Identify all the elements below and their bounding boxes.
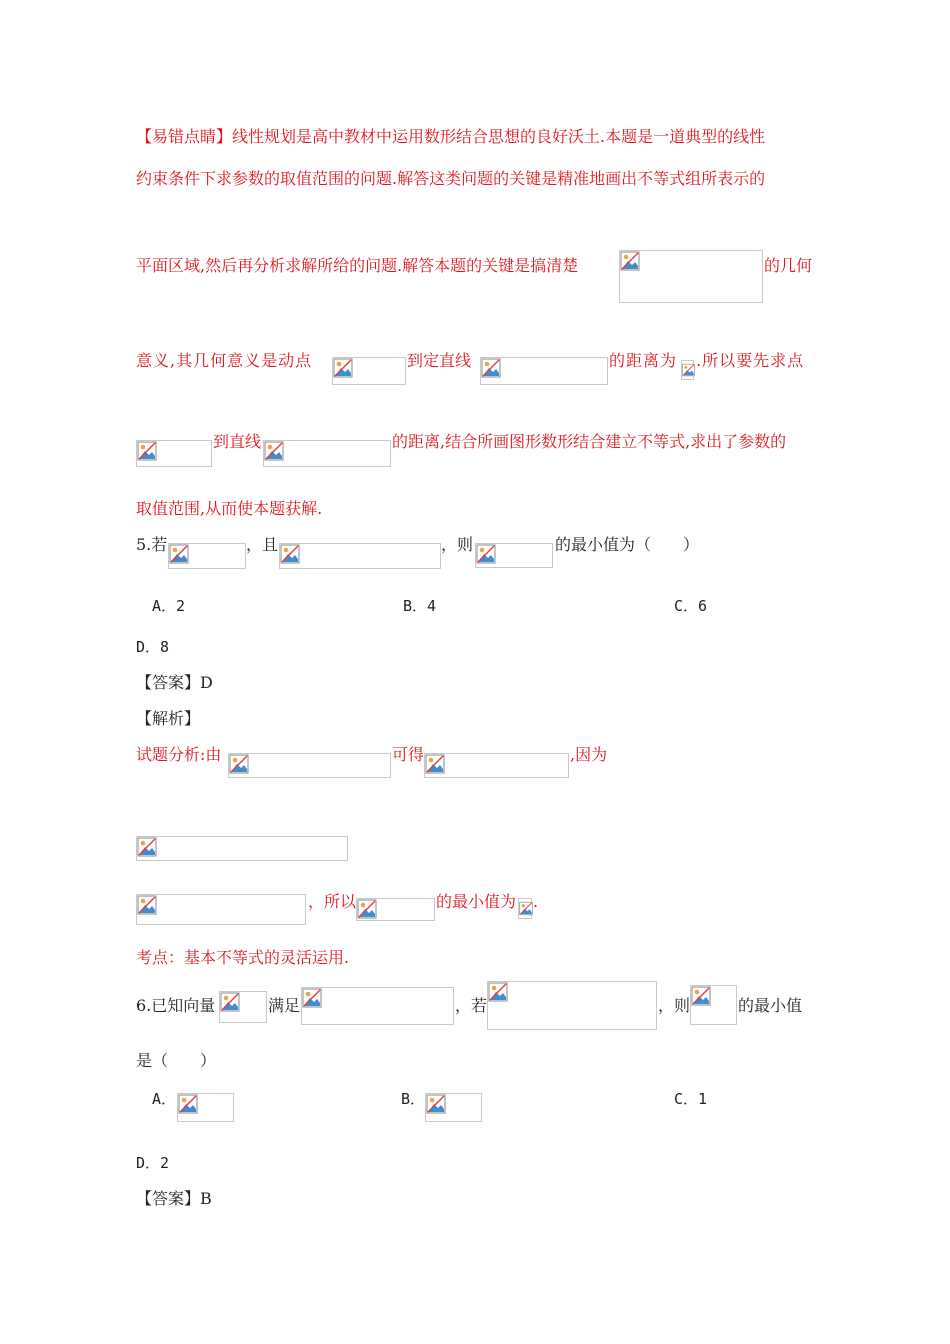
formula-image	[425, 1093, 482, 1122]
q5-analysis-title: 【解析】	[136, 709, 201, 728]
formula-image	[480, 357, 608, 385]
broken-image-icon	[488, 982, 508, 1002]
q6-option-a: A．	[152, 1090, 177, 1108]
broken-image-icon	[333, 358, 353, 378]
formula-image	[228, 753, 391, 778]
formula-image	[301, 987, 454, 1025]
broken-image-icon	[302, 988, 322, 1008]
note-line-3a: 平面区域,然后再分析求解所给的问题.解答本题的关键是搞清楚	[136, 256, 579, 275]
broken-image-icon	[519, 899, 533, 918]
q5-analysis-a6: .	[533, 892, 539, 911]
note-line-1: 【易错点睛】线性规划是高中教材中运用数形结合思想的良好沃土.本题是一道典型的线性	[136, 127, 766, 146]
broken-image-icon	[169, 544, 189, 564]
broken-image-icon	[220, 992, 240, 1012]
q5-analysis-a3: ,因为	[570, 745, 608, 764]
q5-option-b: B．4	[403, 597, 437, 615]
broken-image-icon	[229, 754, 249, 774]
formula-image	[279, 543, 441, 569]
broken-image-icon	[137, 895, 157, 915]
q6-stem-a: 6.已知向量	[136, 996, 216, 1015]
note-line-4b: 到定直线	[407, 351, 472, 370]
q5-stem-d: 的最小值为（ ）	[555, 535, 700, 554]
q6-stem-b: 满足	[268, 996, 301, 1015]
q5-analysis-a4: ，所以	[308, 892, 357, 911]
q5-stem-c: ，则	[441, 535, 474, 554]
formula-image	[690, 985, 737, 1025]
q6-stem-d: ，则	[658, 996, 691, 1015]
formula-image	[136, 440, 212, 467]
q5-stem-a: 5.若	[136, 535, 168, 554]
formula-image	[487, 981, 657, 1030]
note-line-4c: 的距离为	[609, 351, 678, 370]
broken-image-icon	[137, 837, 157, 857]
q5-stem-b: ，且	[246, 535, 279, 554]
q5-option-c: C．6	[674, 597, 708, 615]
note-line-6: 取值范围,从而使本题获解.	[136, 499, 323, 518]
q6-option-d: D．2	[136, 1154, 170, 1172]
q5-kaodian: 考点：基本不等式的灵活运用.	[136, 948, 350, 967]
formula-image	[263, 440, 391, 467]
note-line-4d: .所以要先求点	[696, 351, 805, 370]
q5-analysis-a2: 可得	[392, 745, 425, 764]
note-line-5b: 的距离,结合所画图形数形结合建立不等式,求出了参数的	[392, 432, 787, 451]
q6-answer: 【答案】B	[136, 1189, 212, 1208]
broken-image-icon	[264, 441, 284, 461]
formula-image	[518, 898, 532, 919]
formula-image	[219, 991, 267, 1023]
note-line-3b: 的几何	[764, 256, 813, 275]
broken-image-icon	[137, 441, 157, 461]
formula-image	[136, 836, 348, 861]
formula-image	[356, 898, 435, 921]
broken-image-icon	[481, 358, 501, 378]
note-line-4a: 意义,其几何意义是动点	[136, 351, 313, 370]
q5-option-a: A．2	[152, 597, 186, 615]
q6-option-b: B．	[401, 1090, 426, 1108]
broken-image-icon	[280, 544, 300, 564]
q5-analysis-a1: 试题分析:由	[136, 745, 222, 764]
broken-image-icon	[425, 754, 445, 774]
broken-image-icon	[178, 1094, 198, 1114]
q5-option-d: D．8	[136, 638, 170, 656]
broken-image-icon	[426, 1094, 446, 1114]
note-line-5a: 到直线	[213, 432, 262, 451]
q6-stem-f: 是（ ）	[136, 1051, 217, 1070]
formula-image	[424, 753, 569, 778]
q5-analysis-a5: 的最小值为	[436, 892, 517, 911]
formula-image	[136, 894, 306, 925]
note-line-2: 约束条件下求参数的取值范围的问题.解答这类问题的关键是精准地画出不等式组所表示的	[136, 169, 766, 188]
broken-image-icon	[476, 544, 496, 564]
broken-image-icon	[682, 361, 695, 379]
formula-image	[332, 357, 406, 385]
broken-image-icon	[691, 986, 711, 1006]
formula-image	[619, 250, 763, 303]
q6-option-c: C．1	[674, 1090, 708, 1108]
formula-image	[177, 1093, 234, 1122]
formula-image	[168, 543, 246, 569]
q5-answer: 【答案】D	[136, 673, 213, 692]
broken-image-icon	[357, 899, 377, 919]
broken-image-icon	[620, 251, 640, 271]
q6-stem-e: 的最小值	[738, 996, 803, 1015]
q6-stem-c: ，若	[455, 996, 488, 1015]
formula-image	[681, 360, 694, 380]
formula-image	[475, 543, 553, 568]
